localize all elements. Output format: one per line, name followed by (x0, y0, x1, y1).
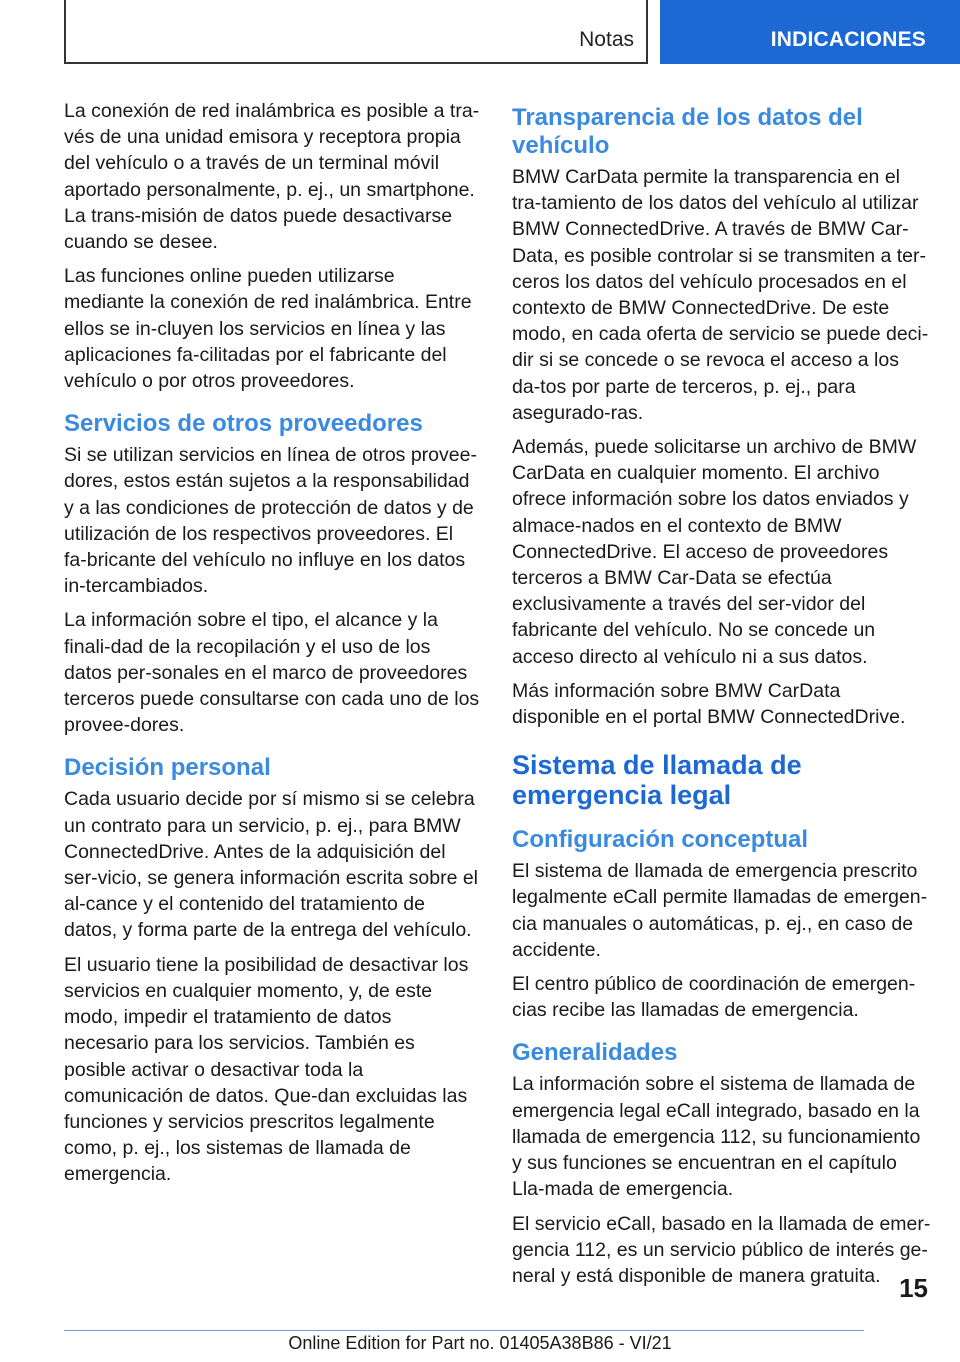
heading-configuracion-conceptual: Configuración conceptual (512, 826, 809, 854)
page-header (0, 0, 960, 66)
paragraph-cardata-more-info: Más información sobre BMW CarData disponible en el portal BMW ConnectedDrive. (512, 679, 906, 729)
page-number: 15 (899, 1273, 928, 1303)
paragraph-wireless-connection: La conexión de red inalámbrica es posible a tra-vés de una unidad emisora y receptora propia del vehículo o a través de un terminal móvil aportado personalmente, p. ej., un smartphone. La trans-misión de datos puede desactivarse cuando se desee. (64, 100, 480, 254)
heading-sistema-llamada-emergencia: Sistema de llamada de emergencia legal (512, 750, 802, 811)
paragraph-third-party-info: La información sobre el tipo, el alcance y la finali-dad de la recopilación y el uso de los datos per-sonales en el marco de proveedores terceros puede consultarse con cada uno de los provee-dores. (64, 609, 480, 737)
heading-generalidades: Generalidades (512, 1039, 678, 1067)
footer-edition: Online Edition for Part no. 01405A38B86 - VI/21 (288, 1333, 672, 1353)
paragraph-ecall-service: El servicio eCall, basado en la llamada de emer-gencia 112, es un servicio público de interés ge-neral y está disponible de manera gratuita. (512, 1212, 931, 1287)
chapter-tab-indicaciones (660, 0, 960, 64)
paragraph-online-functions: Las funciones online pueden utilizarse mediante la conexión de red inalámbrica. Entre ellos se in-cluyen los servicios en línea y las aplicaciones fa-cilitadas por el fabricante del vehículo o por otros proveedores. (64, 265, 472, 393)
paragraph-ecall-info: La información sobre el sistema de llamada de emergencia legal eCall integrado, basado en la llamada de emergencia 112, su funcionamiento y sus funciones se encuentran en el capítulo Lla-mada de emergencia. (512, 1073, 921, 1201)
paragraph-cardata-archive: Además, puede solicitarse un archivo de BMW CarData en cualquier momento. El archivo ofrece información sobre los datos enviados y almace-nados en el contexto de BMW ConnectedDrive. El acceso de proveedores terceros a BMW Car-Data se efectúa exclusivamente a través del ser-vidor del fabricante del vehículo. No se concede un acceso directo al vehículo ni a sus datos. (512, 436, 917, 668)
paragraph-user-decides: Cada usuario decide por sí mismo si se celebra un contrato para un servicio, p. ej., para BMW ConnectedDrive. Antes de la adquisición del ser-vicio, se genera información escrita sobre el al-cance y el contenido del tratamiento de datos, y forma parte de la entrega del vehículo. (64, 788, 479, 942)
paragraph-coordination-center: El centro público de coordinación de emergen-cias recibe las llamadas de emergencia. (512, 973, 916, 1022)
right-column (512, 98, 932, 1297)
heading-decision-personal: Decisión personal (64, 754, 271, 782)
section-tab-notas (64, 0, 648, 64)
left-column (64, 98, 480, 1196)
paragraph-third-party-services: Si se utilizan servicios en línea de otros provee-dores, estos están sujetos a la responsabilidad y a las condiciones de protección de datos y de utilización de los respectivos proveedores. El fa-bricante del vehículo no influye en los datos in-tercambiados. (64, 444, 477, 598)
paragraph-cardata-transparency: BMW CarData permite la transparencia en el tra-tamiento de los datos del vehículo al utilizar BMW ConnectedDrive. A través de BMW Car-Data, es posible controlar si se transmiten a ter-ceros los datos del vehículo procesados en el contexto de BMW ConnectedDrive. De este modo, en cada oferta de servicio se puede deci-dir si se concede o se revoca el acceso a los da-tos por parte de terceros, p. ej., para asegurado-ras. (512, 166, 929, 424)
footer-divider (64, 1330, 864, 1331)
heading-servicios-otros-proveedores: Servicios de otros proveedores (64, 410, 423, 438)
heading-transparencia-datos: Transparencia de los datos del vehículo (512, 104, 863, 159)
paragraph-deactivate-services: El usuario tiene la posibilidad de desactivar los servicios en cualquier momento, y, de este modo, impedir el tratamiento de datos necesario para los servicios. También es posible activar o desactivar toda la comunicación de datos. Que-dan excluidas las funciones y servicios prescritos legalmente como, p. ej., los sistemas de llamada de emergencia. (64, 953, 469, 1186)
chapter-tab-label: INDICACIONES (770, 28, 926, 51)
paragraph-ecall-description: El sistema de llamada de emergencia prescrito legalmente eCall permite llamadas de emergen-cia manuales o automáticas, p. ej., en caso de accidente. (512, 860, 928, 961)
section-tab-label: Notas (579, 28, 634, 51)
